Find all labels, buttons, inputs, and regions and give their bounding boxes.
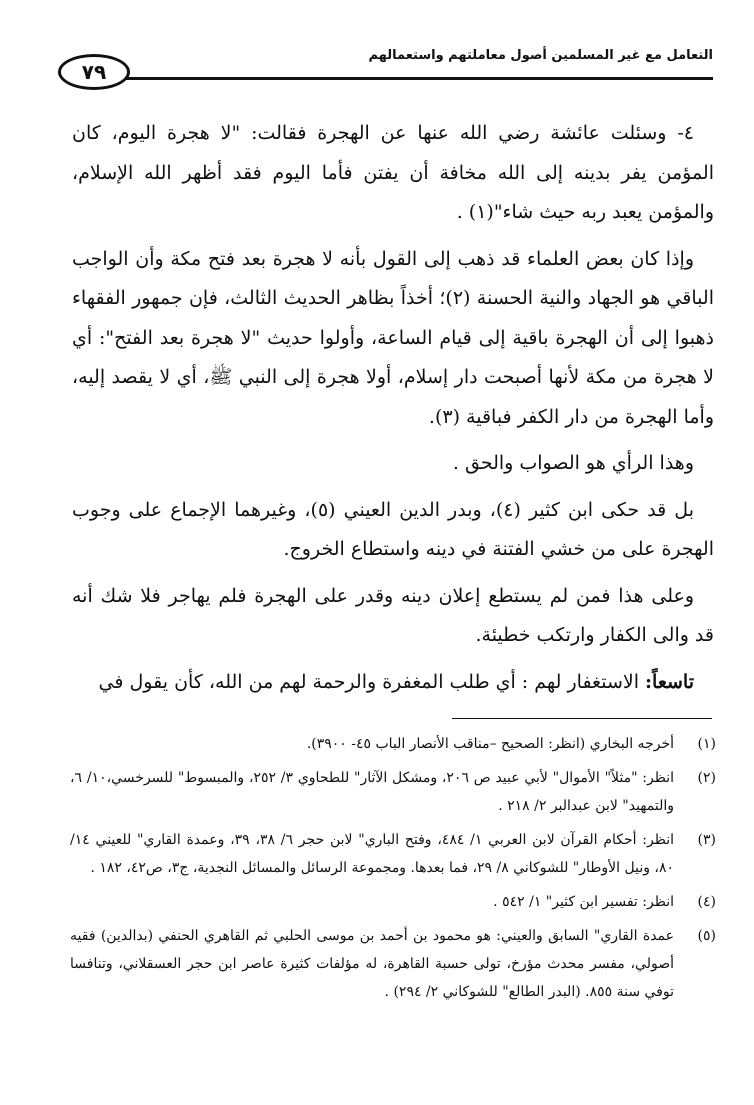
footnotes [70,730,716,1012]
footnote-text: أخرجه البخاري (انظر: الصحيح –مناقب الأنصار الباب ٤٥- ٣٩٠٠). [306,736,674,752]
footnote-number: (٤) [697,894,716,910]
footnote-text: انظر: تفسير ابن كثير" ١/ ٥٤٢ . [493,894,674,910]
footnote-text: انظر: أحكام القرآن لابن العربي ١/ ٤٨٤، وفتح الباري" لابن حجر ٦/ ٣٨، ٣٩، وعمدة القاري" للعيني ١٤/ ٨٠، ونيل الأوطار" للشوكاني ٨/ ٢٩، فما بعدها. ومجموعة الرسائل والمسائل النجدية، ج٣، ص٤٢، ١٨٢ . [70,832,675,876]
running-title: التعامل مع غير المسلمين أصول معاملتهم واستعمالهم [368,48,713,63]
paragraph [72,444,714,484]
footnote-separator [452,718,712,719]
footnote [70,764,716,820]
page-header [58,44,713,96]
footnote [70,730,716,758]
footnote [70,888,716,916]
footnote-number: (٥) [697,928,716,944]
footnote-text: عمدة القاري" السابق والعيني: هو محمود بن أحمد بن موسى الحلبي ثم القاهري الحنفي (بدالدين) فقيه أصولي، مفسر محدث مؤرخ، تولى حسبة القاهرة، له مؤلفات كثيرة عاصر ابن حجر العسقلاني، وتنافسا توفي سنة ٨٥٥. (البدر الطالع" للشوكاني ٢/ ٢٩٤) . [70,928,674,1000]
header-rule [126,77,713,80]
footnote [70,826,716,882]
paragraph-lead: تاسعاً: [645,670,694,693]
footnote [70,922,716,1006]
paragraph [72,491,714,570]
paragraph-text: وإذا كان بعض العلماء قد ذهب إلى القول بأنه لا هجرة بعد فتح مكة وأن الواجب الباقي هو الجهاد والنية الحسنة (٢)؛ أخذاً بظاهر الحديث الثالث، فإن جمهور الفقهاء ذهبوا إلى أن الهجرة باقية إلى قيام الساعة، وأولوا حديث "لا هجرة بعد الفتح": أي لا هجرة من مكة لأنها أصبحت دار إسلام، أولا هجرة إلى النبي ﷺ، أي لا يقصد إليه، وأما الهجرة من دار الكفر فباقية (٣). [72,247,714,428]
footnote-text: انظر: "مثلاً" الأموال" لأبي عبيد ص ٢٠٦، ومشكل الآثار" للطحاوي ٣/ ٢٥٢، والمبسوط" للسرخسي،١٠/ ٦، والتمهيد" لابن عبدالبر ٢/ ٢١٨ . [70,770,675,814]
paragraph [72,114,714,233]
paragraph [72,240,714,438]
paragraph [72,577,714,656]
paragraph-text: الاستغفار لهم : أي طلب المغفرة والرحمة لهم من الله، كأن يقول في [98,670,646,693]
paragraph-text: وعلى هذا فمن لم يستطع إعلان دينه وقدر على الهجرة فلم يهاجر فلا شك أنه قد والى الكفار وارتكب خطيئة. [72,584,714,646]
footnote-number: (١) [697,736,716,752]
paragraph-text: ٤- وسئلت عائشة رضي الله عنها عن الهجرة فقالت: "لا هجرة اليوم، كان المؤمن يفر بدينه إلى الله مخافة أن يفتن فأما اليوم فقد أظهر الله الإسلام، والمؤمن يعبد ربه حيث شاء"(١) . [72,122,714,223]
paragraph-text: بل قد حكى ابن كثير (٤)، وبدر الدين العيني (٥)، وغيرهما الإجماع على وجوب الهجرة على من خشي الفتنة في دينه واستطاع الخروج. [72,498,714,560]
paragraph [72,663,714,703]
footnote-number: (٢) [697,770,716,786]
main-text [72,114,714,709]
page-number: ٧٩ [81,60,107,84]
paragraph-text: وهذا الرأي هو الصواب والحق . [452,452,694,474]
page-number-badge [58,54,130,90]
footnote-number: (٣) [697,832,716,848]
